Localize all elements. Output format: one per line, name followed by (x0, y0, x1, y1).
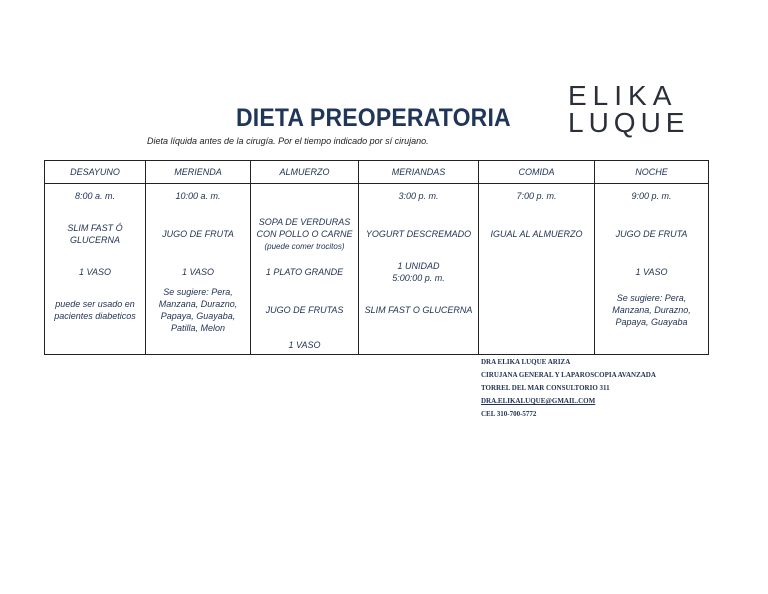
page-subtitle: Dieta líquida antes de la cirugía. Por el tiempo indicado por sí cirujano. (147, 136, 429, 146)
final-cell (595, 336, 709, 355)
quantity-cell: 1 VASO (146, 260, 251, 284)
extra-cell: SLIM FAST O GLUCERNA (359, 284, 479, 336)
quantity-cell: 1 VASO (595, 260, 709, 284)
quantity-cell: 1 PLATO GRANDE (251, 260, 359, 284)
logo-line-2: LUQUE (568, 107, 690, 138)
food-cell: JUGO DE FRUTA (595, 208, 709, 260)
time-row (45, 184, 709, 209)
brand-logo (568, 82, 689, 136)
final-cell (146, 336, 251, 355)
col-header-desayuno: DESAYUNO (45, 161, 146, 184)
food-cell: JUGO DE FRUTA (146, 208, 251, 260)
extra-cell: puede ser usado en pacientes diabeticos (45, 284, 146, 336)
food-text: SOPA DE VERDURAS CON POLLO O CARNE (256, 216, 353, 239)
col-header-meriandas: MERIANDAS (359, 161, 479, 184)
doctor-specialty: CIRUJANA GENERAL Y LAPAROSCOPIA AVANZADA (481, 371, 656, 379)
food-row (45, 208, 709, 260)
col-header-almuerzo: ALMUERZO (251, 161, 359, 184)
doctor-name: DRA ELIKA LUQUE ARIZA (481, 358, 571, 366)
extra-cell (479, 284, 595, 336)
final-cell-almuerzo: 1 VASO (251, 336, 359, 355)
logo-line-1: ELIKA (568, 80, 678, 111)
time-cell: 3:00 p. m. (359, 184, 479, 209)
col-header-merienda: MERIENDA (146, 161, 251, 184)
quantity-text: 1 UNIDAD (397, 261, 440, 271)
time-cell: 9:00 p. m. (595, 184, 709, 209)
col-header-noche: NOCHE (595, 161, 709, 184)
page-title: DIETA PREOPERATORIA (236, 104, 511, 132)
final-cell (359, 336, 479, 355)
contact-block (481, 356, 656, 421)
food-cell: SLIM FAST Ó GLUCERNA (45, 208, 146, 260)
final-row (45, 336, 709, 355)
food-cell-almuerzo (251, 208, 359, 260)
food-cell: IGUAL AL ALMUERZO (479, 208, 595, 260)
quantity-extra-time: 5:00:00 p. m. (392, 273, 445, 283)
quantity-cell-meriandas (359, 260, 479, 284)
final-cell (479, 336, 595, 355)
extra-row (45, 284, 709, 336)
time-cell: 7:00 p. m. (479, 184, 595, 209)
time-cell: 10:00 a. m. (146, 184, 251, 209)
extra-cell: Se sugiere: Pera, Manzana, Durazno, Papaya, Guayaba, Patilla, Melon (146, 284, 251, 336)
food-note: (puede comer trocitos) (264, 241, 345, 251)
quantity-cell (479, 260, 595, 284)
time-cell: 8:00 a. m. (45, 184, 146, 209)
col-header-comida: COMIDA (479, 161, 595, 184)
header-row (45, 161, 709, 184)
final-cell (45, 336, 146, 355)
extra-cell: JUGO DE FRUTAS (251, 284, 359, 336)
email-link[interactable]: DRA.ELIKALUQUE@GMAIL.COM (481, 397, 596, 405)
office-address: TORREL DEL MAR CONSULTORIO 311 (481, 384, 610, 392)
diet-table (44, 160, 709, 355)
quantity-row (45, 260, 709, 284)
extra-cell: Se sugiere: Pera, Manzana, Durazno, Papaya, Guayaba (595, 284, 709, 336)
food-cell: YOGURT DESCREMADO (359, 208, 479, 260)
phone-number: CEL 310-700-5772 (481, 410, 537, 418)
time-cell (251, 184, 359, 209)
quantity-cell: 1 VASO (45, 260, 146, 284)
